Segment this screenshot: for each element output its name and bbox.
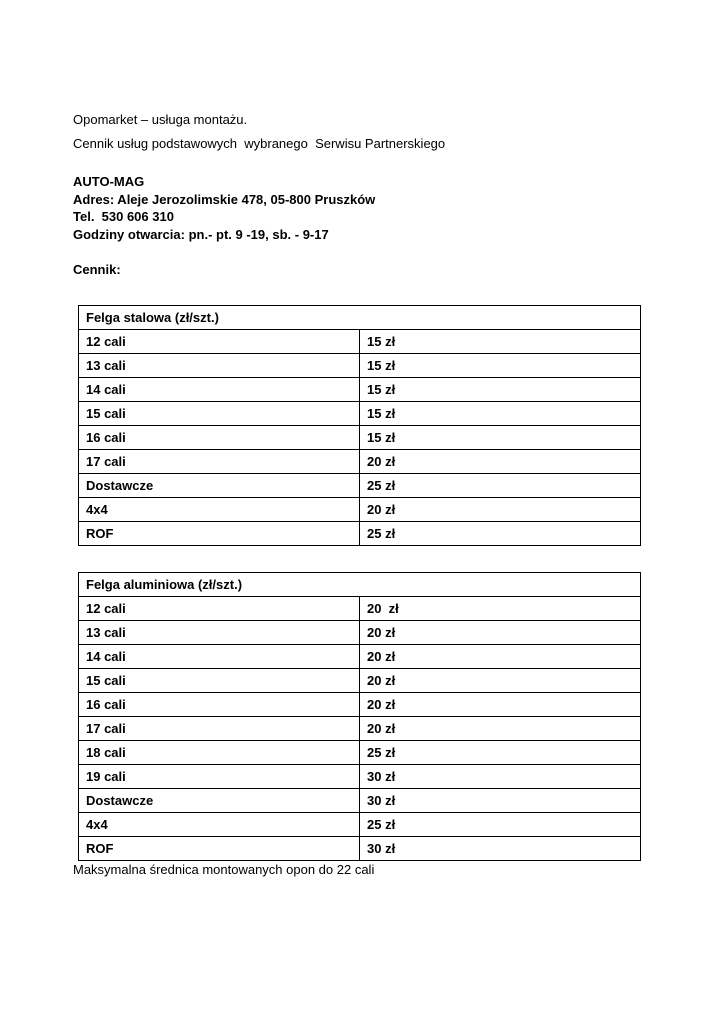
price-cell: 20 zł: [360, 717, 641, 741]
rim-size-cell: 18 cali: [79, 741, 360, 765]
table-row: [79, 789, 641, 813]
rim-size-cell: 16 cali: [79, 693, 360, 717]
table-row: [79, 645, 641, 669]
footnote: Maksymalna średnica montowanych opon do 22 cali: [73, 862, 375, 877]
table-row: [79, 813, 641, 837]
price-cell: 25 zł: [360, 474, 641, 498]
rim-size-cell: 12 cali: [79, 597, 360, 621]
table-row: [79, 498, 641, 522]
rim-size-cell: ROF: [79, 522, 360, 546]
rim-size-cell: 15 cali: [79, 402, 360, 426]
rim-size-cell: ROF: [79, 837, 360, 861]
rim-size-cell: 13 cali: [79, 621, 360, 645]
aluminium-table-header: Felga aluminiowa (zł/szt.): [79, 573, 641, 597]
steel-rim-price-table: [78, 305, 641, 546]
price-cell: 25 zł: [360, 741, 641, 765]
table-row: [79, 837, 641, 861]
table-row: [79, 354, 641, 378]
table-row: [79, 450, 641, 474]
table-row: [79, 402, 641, 426]
price-cell: 30 zł: [360, 837, 641, 861]
rim-size-cell: Dostawcze: [79, 789, 360, 813]
price-cell: 15 zł: [360, 402, 641, 426]
table-row: [79, 669, 641, 693]
price-cell: 25 zł: [360, 522, 641, 546]
rim-size-cell: 17 cali: [79, 717, 360, 741]
price-cell: 20 zł: [360, 645, 641, 669]
table-row: [79, 426, 641, 450]
partner-name: AUTO-MAG: [73, 174, 145, 189]
rim-size-cell: 17 cali: [79, 450, 360, 474]
rim-size-cell: 4x4: [79, 498, 360, 522]
steel-table-header: Felga stalowa (zł/szt.): [79, 306, 641, 330]
rim-size-cell: 4x4: [79, 813, 360, 837]
pricelist-label: Cennik:: [73, 262, 121, 277]
table-row: [79, 693, 641, 717]
table-row: [79, 522, 641, 546]
partner-hours: Godziny otwarcia: pn.- pt. 9 -19, sb. - 9-17: [73, 227, 329, 242]
price-cell: 20 zł: [360, 669, 641, 693]
price-cell: 15 zł: [360, 354, 641, 378]
rim-size-cell: 19 cali: [79, 765, 360, 789]
partner-phone: Tel. 530 606 310: [73, 209, 174, 224]
rim-size-cell: 12 cali: [79, 330, 360, 354]
price-cell: 30 zł: [360, 765, 641, 789]
table-row: [79, 474, 641, 498]
partner-address: Adres: Aleje Jerozolimskie 478, 05-800 Pruszków: [73, 192, 376, 207]
price-cell: 20 zł: [360, 498, 641, 522]
aluminium-rim-price-table: [78, 572, 641, 861]
price-cell: 15 zł: [360, 378, 641, 402]
price-cell: 30 zł: [360, 789, 641, 813]
price-cell: 15 zł: [360, 426, 641, 450]
price-cell: 20 zł: [360, 597, 641, 621]
table-header-row: [79, 306, 641, 330]
rim-size-cell: 14 cali: [79, 378, 360, 402]
table-row: [79, 717, 641, 741]
table-row: [79, 330, 641, 354]
table-row: [79, 765, 641, 789]
rim-size-cell: 15 cali: [79, 669, 360, 693]
price-cell: 20 zł: [360, 450, 641, 474]
table-row: [79, 597, 641, 621]
price-cell: 20 zł: [360, 621, 641, 645]
rim-size-cell: 16 cali: [79, 426, 360, 450]
rim-size-cell: 13 cali: [79, 354, 360, 378]
price-cell: 20 zł: [360, 693, 641, 717]
intro-title: Opomarket – usługa montażu.: [73, 112, 248, 127]
price-cell: 25 zł: [360, 813, 641, 837]
rim-size-cell: Dostawcze: [79, 474, 360, 498]
table-header-row: [79, 573, 641, 597]
table-row: [79, 378, 641, 402]
price-cell: 15 zł: [360, 330, 641, 354]
rim-size-cell: 14 cali: [79, 645, 360, 669]
intro-subtitle: Cennik usług podstawowych wybranego Serwisu Partnerskiego: [73, 136, 446, 151]
table-row: [79, 741, 641, 765]
table-row: [79, 621, 641, 645]
